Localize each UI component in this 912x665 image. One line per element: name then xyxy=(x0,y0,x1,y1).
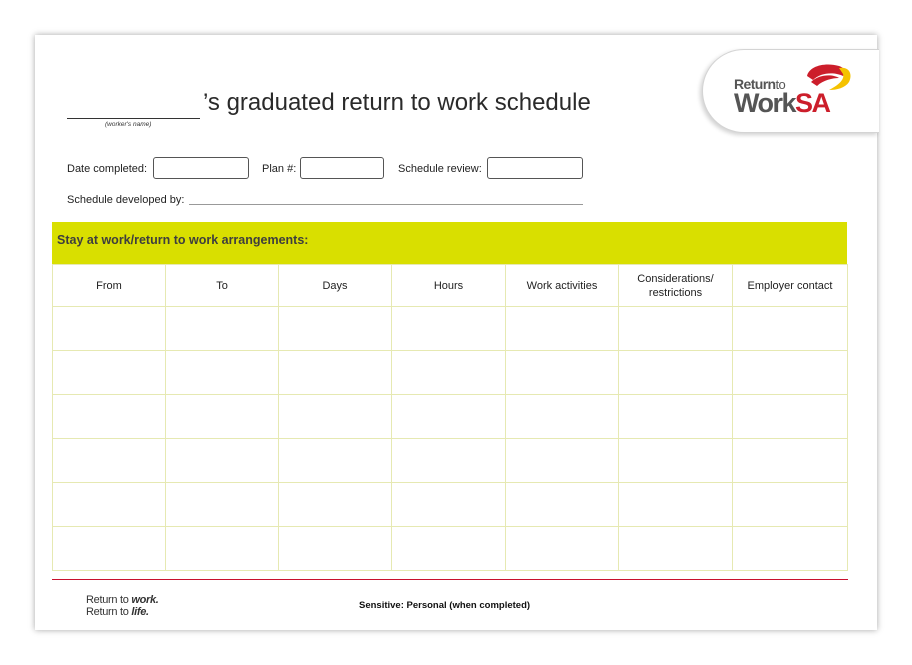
table-row xyxy=(53,307,848,351)
table-cell[interactable] xyxy=(279,307,392,351)
table-cell[interactable] xyxy=(619,351,733,395)
footer-divider xyxy=(52,579,848,580)
form-page xyxy=(35,35,877,630)
table-cell[interactable] xyxy=(733,351,848,395)
logo-wordmark-bottom: WorkSA xyxy=(734,88,830,118)
table-cell[interactable] xyxy=(506,483,619,527)
table-cell[interactable] xyxy=(166,527,279,571)
table-cell[interactable] xyxy=(53,307,166,351)
table-cell[interactable] xyxy=(619,307,733,351)
worker-name-line[interactable] xyxy=(67,118,200,119)
developed-by-field[interactable] xyxy=(189,204,583,205)
plan-number-field[interactable] xyxy=(300,157,384,179)
table-cell[interactable] xyxy=(279,483,392,527)
column-header-work-activities: Work activities xyxy=(506,265,619,307)
table-cell[interactable] xyxy=(392,527,506,571)
schedule-table xyxy=(52,264,848,571)
table-cell[interactable] xyxy=(166,483,279,527)
table-cell[interactable] xyxy=(279,439,392,483)
table-cell[interactable] xyxy=(166,351,279,395)
worker-name-caption: (worker's name) xyxy=(105,121,152,128)
plan-number-label: Plan #: xyxy=(262,163,297,175)
logo-wordmark-top: Returnto xyxy=(734,76,786,92)
table-cell[interactable] xyxy=(506,395,619,439)
table-row xyxy=(53,439,848,483)
developed-by-label: Schedule developed by: xyxy=(67,194,185,206)
table-cell[interactable] xyxy=(166,439,279,483)
arrangements-banner: Stay at work/return to work arrangements: xyxy=(52,222,847,264)
table-cell[interactable] xyxy=(392,439,506,483)
table-cell[interactable] xyxy=(733,527,848,571)
column-header-to: To xyxy=(166,265,279,307)
table-cell[interactable] xyxy=(733,395,848,439)
table-cell[interactable] xyxy=(506,527,619,571)
table-header-row xyxy=(53,265,848,307)
return-to-work-sa-logo xyxy=(702,49,879,133)
table-cell[interactable] xyxy=(53,439,166,483)
table-cell[interactable] xyxy=(506,307,619,351)
column-header-hours: Hours xyxy=(392,265,506,307)
column-header-from: From xyxy=(53,265,166,307)
table-row xyxy=(53,395,848,439)
date-completed-label: Date completed: xyxy=(67,163,148,175)
table-cell[interactable] xyxy=(619,483,733,527)
table-cell[interactable] xyxy=(733,307,848,351)
table-cell[interactable] xyxy=(392,395,506,439)
table-row xyxy=(53,527,848,571)
schedule-review-field[interactable] xyxy=(487,157,583,179)
table-cell[interactable] xyxy=(279,527,392,571)
table-cell[interactable] xyxy=(733,483,848,527)
column-header-days: Days xyxy=(279,265,392,307)
table-cell[interactable] xyxy=(506,439,619,483)
table-cell[interactable] xyxy=(53,527,166,571)
table-cell[interactable] xyxy=(733,439,848,483)
column-header-employer-contact: Employer contact xyxy=(733,265,848,307)
table-row xyxy=(53,351,848,395)
table-cell[interactable] xyxy=(392,307,506,351)
table-cell[interactable] xyxy=(166,395,279,439)
table-cell[interactable] xyxy=(619,439,733,483)
footer-tagline: Return to work. Return to life. xyxy=(86,594,159,618)
date-completed-field[interactable] xyxy=(153,157,249,179)
table-cell[interactable] xyxy=(619,395,733,439)
page-title: ’s graduated return to work schedule xyxy=(203,89,591,116)
table-cell[interactable] xyxy=(279,395,392,439)
table-cell[interactable] xyxy=(53,351,166,395)
table-cell[interactable] xyxy=(392,351,506,395)
table-cell[interactable] xyxy=(392,483,506,527)
table-cell[interactable] xyxy=(53,483,166,527)
table-cell[interactable] xyxy=(53,395,166,439)
table-cell[interactable] xyxy=(619,527,733,571)
table-cell[interactable] xyxy=(166,307,279,351)
column-header-considerations: Considerations/ restrictions xyxy=(619,265,733,307)
table-row xyxy=(53,483,848,527)
sensitivity-label: Sensitive: Personal (when completed) xyxy=(359,600,531,611)
table-cell[interactable] xyxy=(506,351,619,395)
schedule-review-label: Schedule review: xyxy=(398,163,482,175)
table-cell[interactable] xyxy=(279,351,392,395)
